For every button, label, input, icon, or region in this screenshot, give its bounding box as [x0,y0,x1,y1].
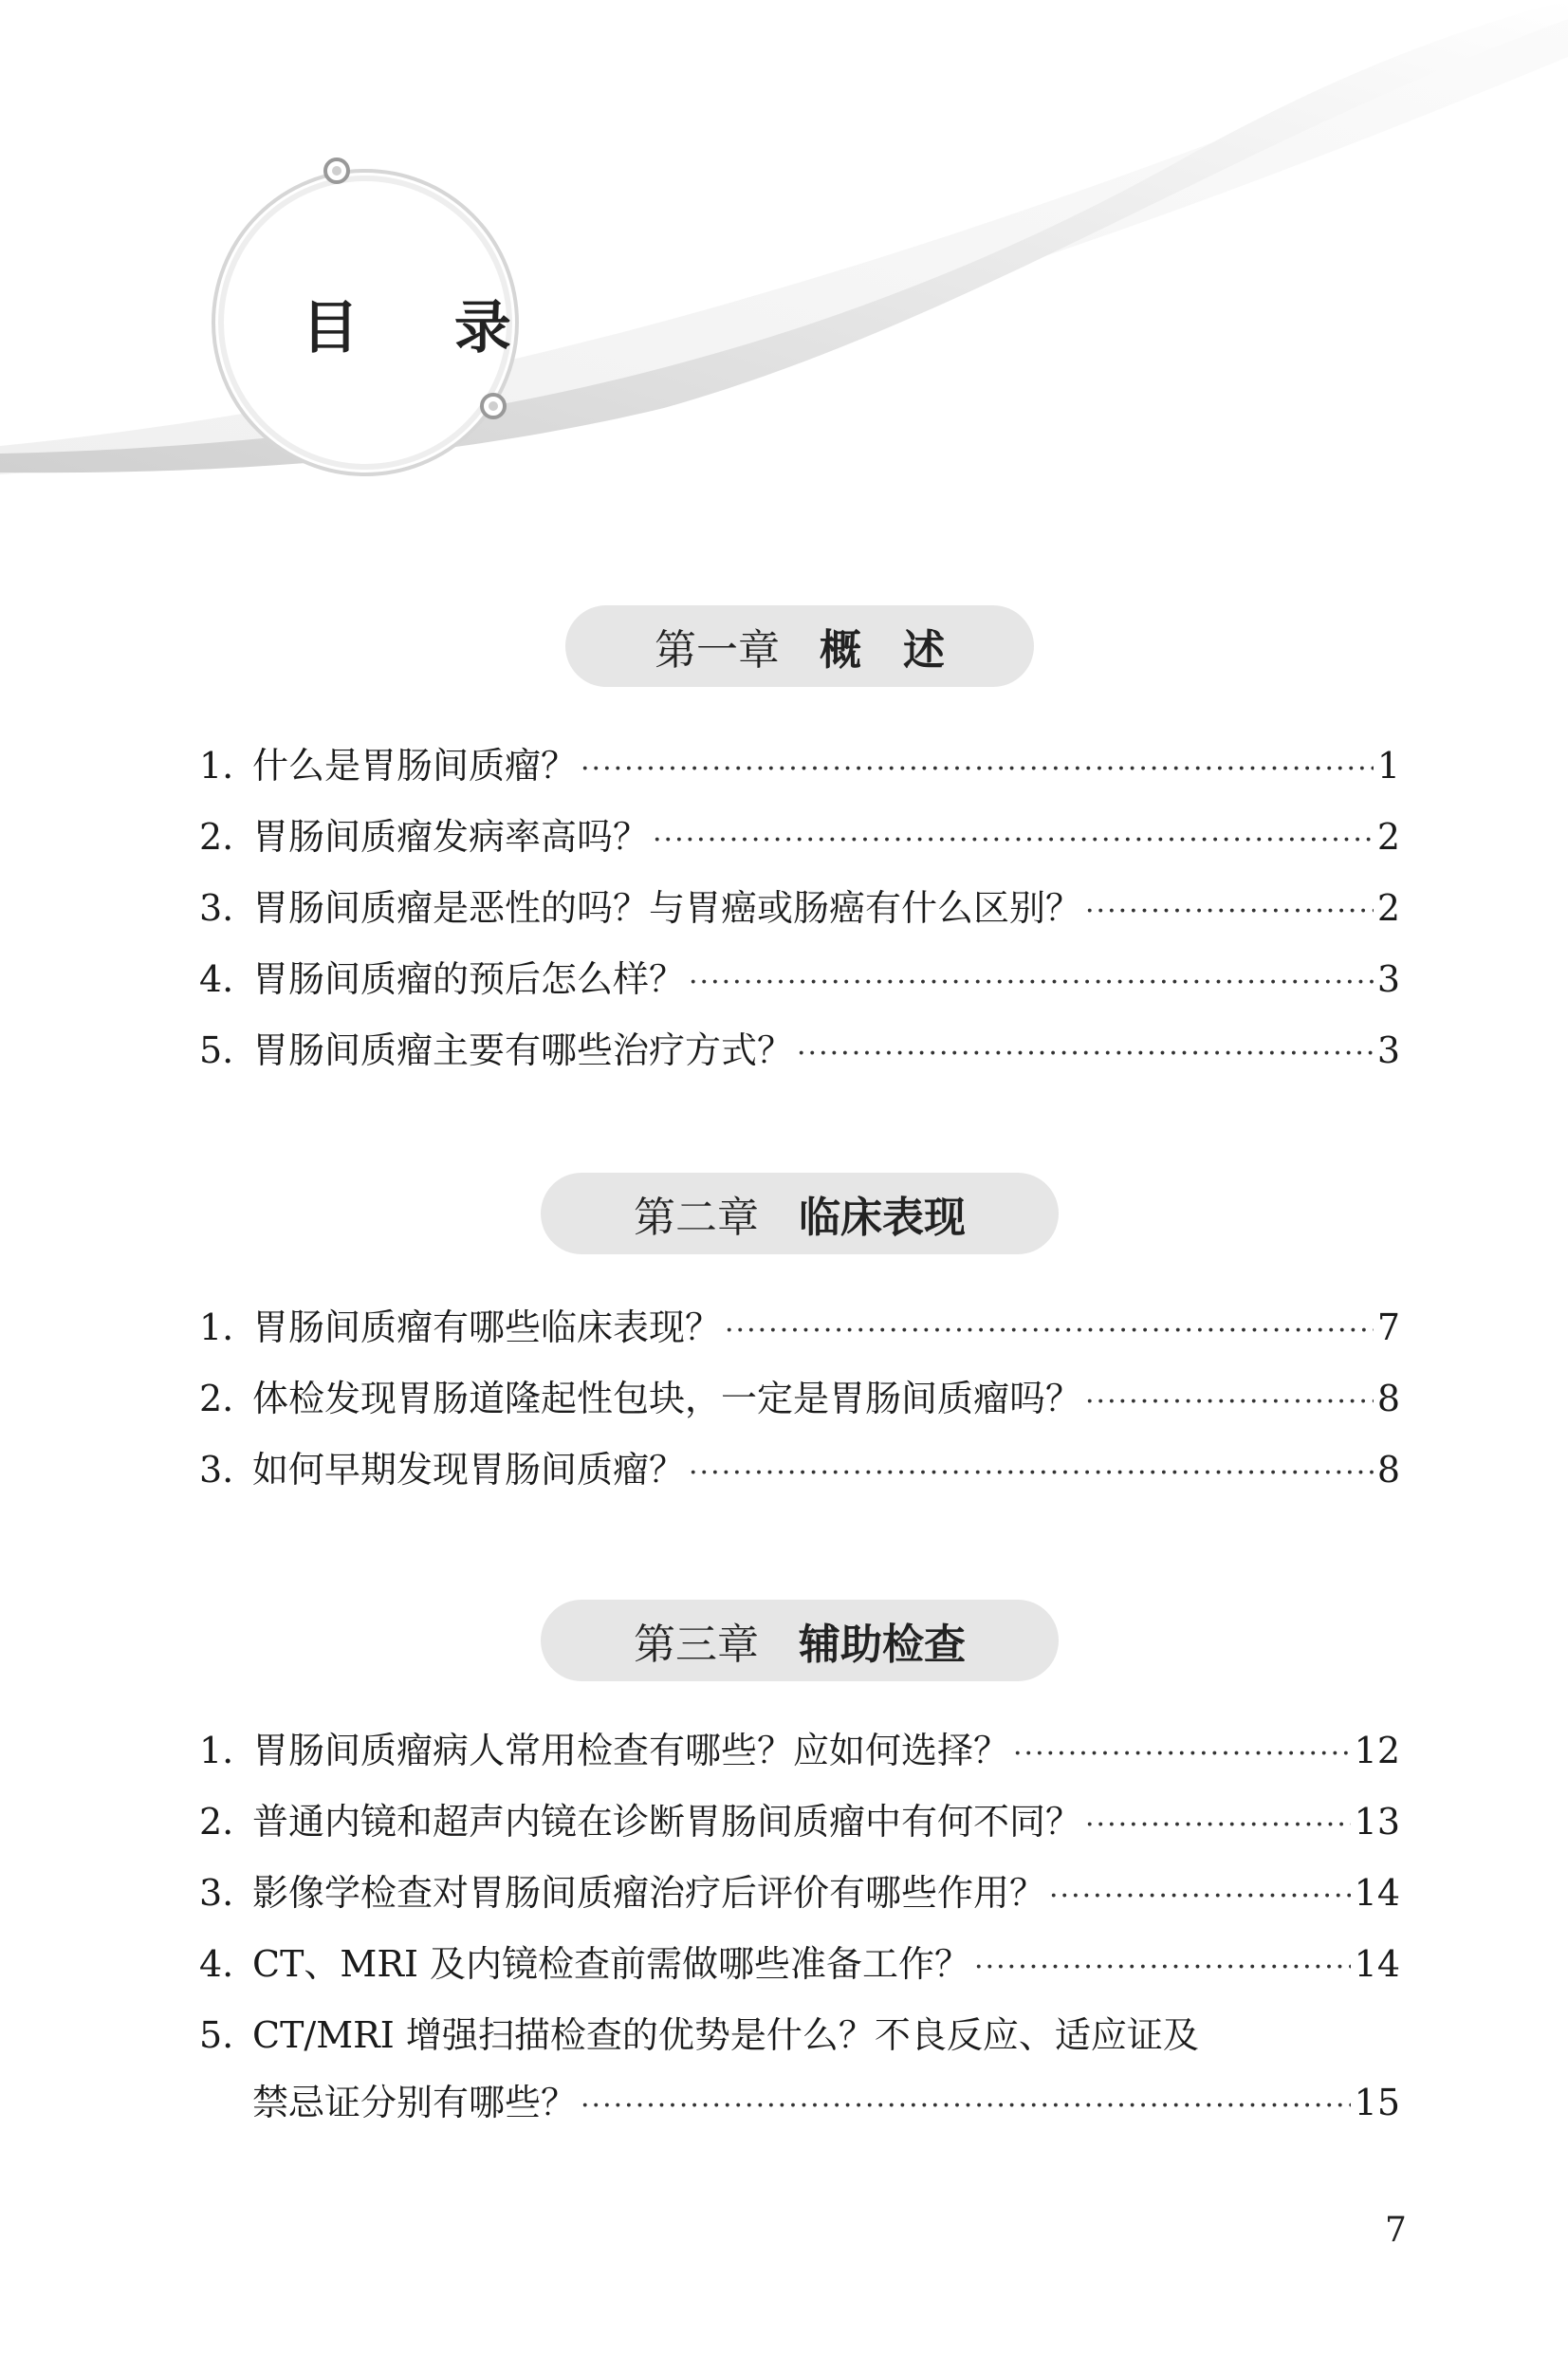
entry-index: 2. [199,1378,234,1419]
chapter-1-heading [565,605,1034,687]
entry-index: 3. [199,1872,234,1914]
entry-index: 3. [199,1449,234,1491]
chapter-3-heading [541,1600,1059,1681]
entry-page: 3 [1376,958,1400,1000]
entry-title: CT/MRI 增强扫描检查的优势是什么？不良反应、适应证及 [252,2014,1199,2056]
dot-leader [689,1437,1374,1509]
entry-title: 胃肠间质瘤病人常用检查有哪些？应如何选择？ [252,1730,1010,1771]
dot-leader [689,947,1374,1018]
entry-title: 胃肠间质瘤发病率高吗？ [252,816,650,858]
entry-title: 胃肠间质瘤是恶性的吗？与胃癌或肠癌有什么区别？ [252,887,1082,929]
entry-title: 普通内镜和超声内镜在诊断胃肠间质瘤中有何不同？ [252,1801,1082,1843]
dot-leader [1085,1789,1351,1861]
entry-page: 7 [1376,1306,1400,1348]
entry-index: 1. [199,745,234,787]
toc-entry[interactable] [199,1715,1400,1787]
toc-entry[interactable] [199,1858,1400,1929]
entry-title: CT、MRI 及内镜检查前需做哪些准备工作？ [252,1943,971,1985]
chapter-number: 第三章 [634,1621,759,1669]
dot-leader [1013,1718,1351,1789]
chapter-name: 辅助检查 [799,1621,966,1669]
entry-index: 3. [199,887,234,929]
chapter-number: 第二章 [634,1194,759,1242]
dot-leader [1085,876,1374,947]
dot-leader [797,1018,1374,1089]
entry-index: 5. [199,2014,234,2056]
entry-title: 如何早期发现胃肠间质瘤？ [252,1449,686,1491]
dot-leader [1049,1861,1351,1932]
chapter-name: 临床表现 [799,1194,966,1242]
toc-entry[interactable] [199,1787,1400,1858]
entry-title-continued: 禁忌证分别有哪些？ [252,2082,578,2123]
entry-title: 体检发现胃肠道隆起性包块，一定是胃肠间质瘤吗？ [252,1378,1082,1419]
entry-page: 3 [1376,1029,1400,1071]
toc-entry[interactable] [199,802,1400,873]
entry-title: 胃肠间质瘤的预后怎么样？ [252,958,686,1000]
entry-title: 什么是胃肠间质瘤？ [252,745,578,787]
dot-leader [725,1295,1374,1366]
page-title: 目 录 [302,295,549,361]
toc-entry[interactable] [199,1435,1400,1506]
entry-page: 14 [1354,1872,1400,1914]
dot-leader [974,1932,1351,2003]
chapter-3-entries [199,1715,1400,2134]
entry-index: 1. [199,1306,234,1348]
dot-leader [581,733,1374,805]
entry-page: 13 [1354,1801,1400,1843]
chapter-2-heading [541,1173,1059,1254]
toc-entry[interactable] [199,1015,1400,1086]
toc-entry[interactable] [199,1363,1400,1435]
entry-page: 15 [1354,2082,1400,2123]
entry-page: 8 [1376,1378,1400,1419]
dot-leader [653,805,1374,876]
entry-index: 5. [199,1029,234,1071]
entry-page: 2 [1376,887,1400,929]
entry-page: 8 [1376,1449,1400,1491]
entry-title: 胃肠间质瘤主要有哪些治疗方式？ [252,1029,794,1071]
entry-index: 4. [199,958,234,1000]
chapter-name: 概 述 [820,626,945,675]
entry-page: 2 [1376,816,1400,858]
toc-entry-continuation[interactable] [199,2071,1400,2134]
chapter-number: 第一章 [655,626,780,675]
toc-entry-first-line[interactable] [199,2000,1400,2071]
toc-entry[interactable] [199,1929,1400,2000]
entry-index: 2. [199,1801,234,1843]
entry-page: 14 [1354,1943,1400,1985]
entry-index: 1. [199,1730,234,1771]
toc-entry[interactable] [199,873,1400,944]
toc-entry[interactable] [199,731,1400,802]
toc-entry[interactable] [199,1292,1400,1363]
entry-page: 12 [1354,1730,1400,1771]
entry-title: 影像学检查对胃肠间质瘤治疗后评价有哪些作用？ [252,1872,1046,1914]
entry-title: 胃肠间质瘤有哪些临床表现？ [252,1306,722,1348]
chapter-1-entries [199,731,1400,1086]
entry-index: 4. [199,1943,234,1985]
page-number: 7 [1385,2211,1407,2250]
header-swoosh-graphic [0,0,1568,531]
entry-page: 1 [1376,745,1400,787]
dot-leader [1085,1366,1374,1437]
chapter-2-entries [199,1292,1400,1506]
entry-index: 2. [199,816,234,858]
dot-leader [581,2075,1351,2138]
toc-entry[interactable] [199,944,1400,1015]
